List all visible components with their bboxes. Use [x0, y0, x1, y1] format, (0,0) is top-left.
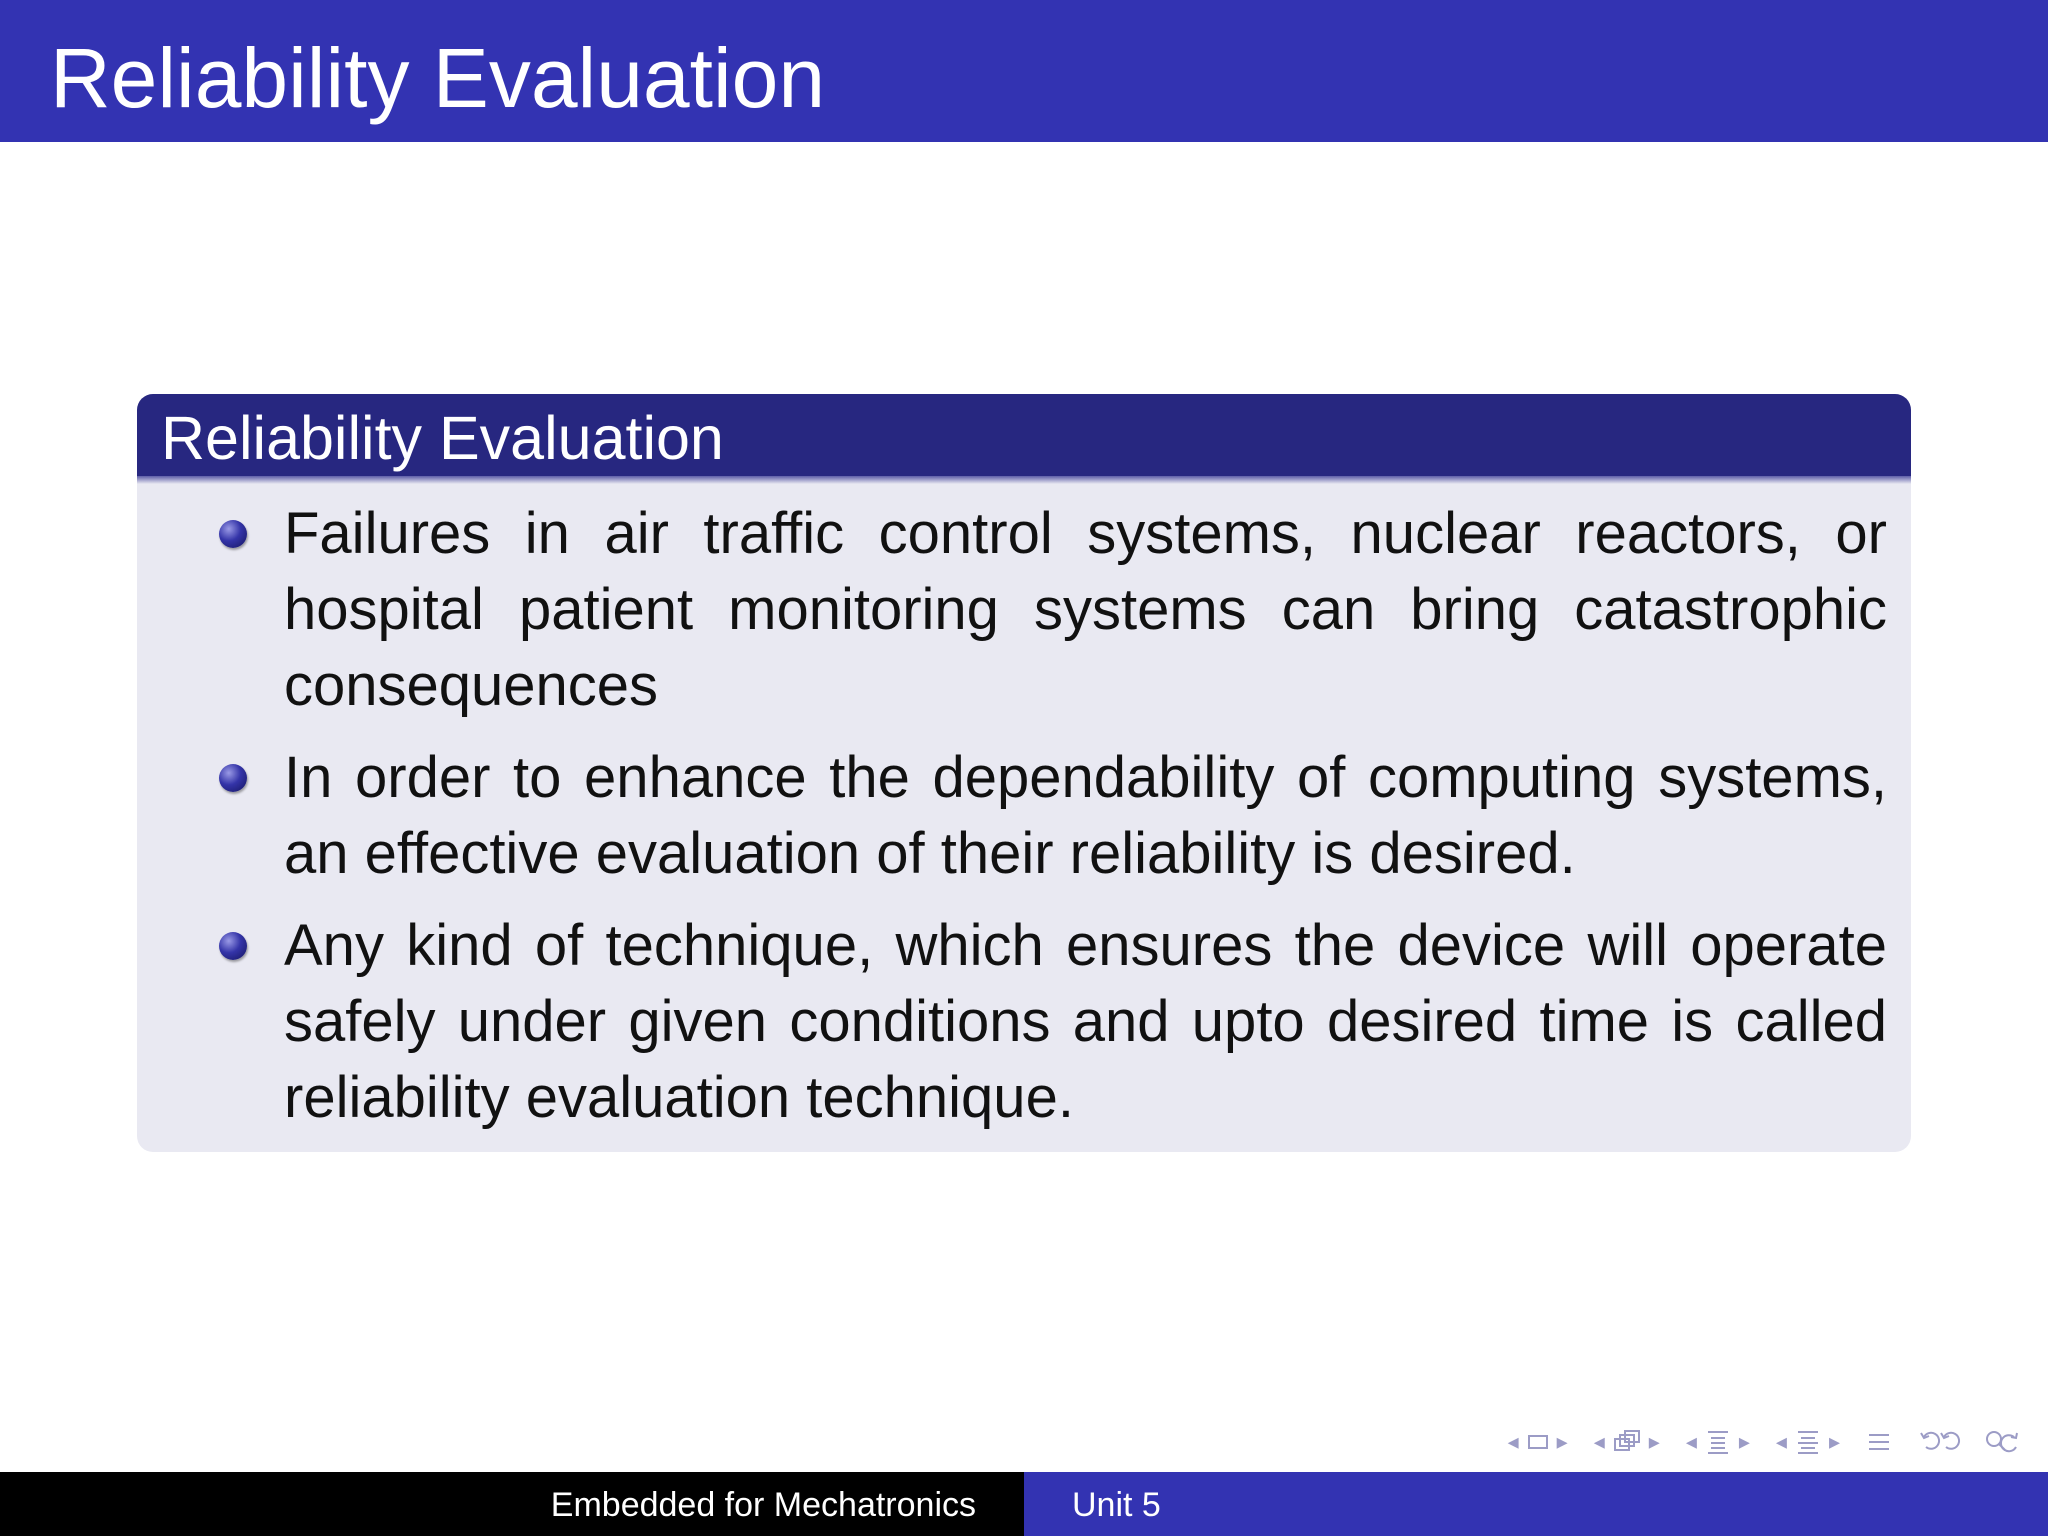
prev-slide-icon[interactable]: ◂: [1507, 1429, 1519, 1454]
subsection-icon[interactable]: [1705, 1429, 1731, 1455]
prev-frame-icon[interactable]: ◂: [1593, 1429, 1605, 1454]
bullet-list: [137, 496, 1911, 1152]
prev-section-icon[interactable]: ◂: [1775, 1429, 1787, 1454]
subsection-nav: [1686, 1429, 1750, 1455]
section-icon[interactable]: [1795, 1429, 1821, 1455]
content-block: [137, 394, 1911, 1152]
list-item: [137, 496, 1911, 724]
toc-icon[interactable]: [1866, 1429, 1892, 1455]
next-section-icon[interactable]: ▸: [1828, 1429, 1840, 1454]
footer-right-panel: [1024, 1472, 2048, 1536]
next-subsection-icon[interactable]: ▸: [1738, 1429, 1750, 1454]
toc-nav: [1866, 1429, 1892, 1455]
list-item-text: Any kind of technique, which ensures the device will operate safely under given conditions and upto desired time is called reliability evaluation technique.: [284, 913, 1887, 1130]
footer-left-panel: [0, 1472, 1024, 1536]
frame-icon[interactable]: [1613, 1430, 1641, 1454]
slide-icon[interactable]: [1527, 1433, 1549, 1451]
block-header: [137, 394, 1911, 477]
search-nav: [1918, 1429, 2032, 1455]
bullet-icon: [219, 764, 247, 792]
list-item: [137, 740, 1911, 892]
next-slide-icon[interactable]: ▸: [1556, 1429, 1568, 1454]
bullet-icon: [219, 932, 247, 960]
block-title: Reliability Evaluation: [161, 404, 724, 472]
frame-nav: [1594, 1429, 1660, 1455]
list-item: [137, 908, 1911, 1136]
navigation-bar: [1482, 1422, 2032, 1462]
prev-subsection-icon[interactable]: ◂: [1685, 1429, 1697, 1454]
list-item-text: Failures in air traffic control systems, nuclear reactors, or hospital patient monitoring systems can bring catastrophic consequences: [284, 501, 1887, 718]
footer: [0, 1472, 2048, 1536]
footer-unit-label: Unit 5: [1072, 1486, 1161, 1524]
slide-nav: [1508, 1429, 1568, 1455]
frame-title: Reliability Evaluation: [50, 31, 826, 125]
section-nav: [1776, 1429, 1840, 1455]
footer-course-title: Embedded for Mechatronics: [550, 1486, 976, 1524]
list-item-text: In order to enhance the dependability of computing systems, an effective evaluation of their reliability is desired.: [284, 745, 1887, 886]
search-icon[interactable]: [1984, 1429, 2032, 1455]
back-icon[interactable]: [1918, 1429, 1976, 1455]
next-frame-icon[interactable]: ▸: [1648, 1429, 1660, 1454]
bullet-icon: [219, 520, 247, 548]
frame-title-bar: [0, 0, 2048, 142]
